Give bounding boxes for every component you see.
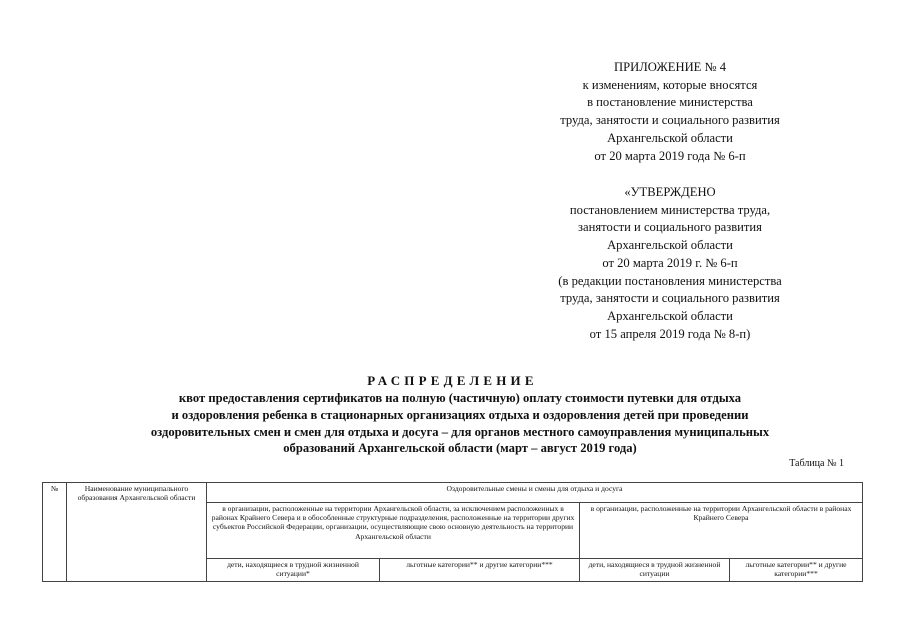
approval-line: занятости и социального развития <box>578 220 762 235</box>
annex-line: в постановление министерства <box>587 95 753 110</box>
document-title: РАСПРЕДЕЛЕНИЕ <box>367 373 538 388</box>
annex-line: от 20 марта 2019 года № 6-п <box>594 148 746 163</box>
approval-line: труда, занятости и социального развития <box>560 291 780 306</box>
header-recreation-shifts: Оздоровительные смены и смены для отдыха и досуга <box>207 483 863 503</box>
annex-line: ПРИЛОЖЕНИЕ № 4 <box>614 60 726 74</box>
approval-line: (в редакции постановления министерства <box>558 273 782 288</box>
header-number: № <box>43 483 67 582</box>
approval-line: «УТВЕРЖДЕНО <box>624 185 716 199</box>
approval-line: Архангельской области <box>607 308 733 323</box>
approval-line: Архангельской области <box>607 238 733 253</box>
quota-table <box>42 482 863 582</box>
approval-line: от 20 марта 2019 г. № 6-п <box>602 255 738 270</box>
approval-block <box>520 184 820 343</box>
subtitle-line: образований Архангельской области (март – август 2019 года) <box>283 441 637 456</box>
subtitle-line: оздоровительных смен и смен для отдыха и досуга – для органов местного самоуправления муниципальных <box>150 424 770 439</box>
header-children-difficult-situation-a: дети, находящиеся в трудной жизненной ситуации* <box>207 559 380 582</box>
annex-line: Архангельской области <box>607 130 733 145</box>
header-organizations-region: в организации, расположенные на территории Архангельской области, за исключением расположенных в районах Крайнего Севера и в обособленные структурные подразделения, расположенные на территории других субъектов Российской Федерации, организации, осуществляющие свою основную деятельность на территории Архангельской области <box>207 503 580 559</box>
subtitle-line: квот предоставления сертификатов на полную (частичную) оплату стоимости путевки для отдыха <box>178 391 742 405</box>
table-number-label: Таблица № 1 <box>789 458 844 469</box>
annex-line: труда, занятости и социального развития <box>560 113 780 128</box>
approval-line: постановлением министерства труда, <box>569 202 771 217</box>
header-benefit-categories-a: льготные категории** и другие категории*** <box>380 559 580 582</box>
annex-line: к изменениям, которые вносятся <box>582 77 758 92</box>
header-children-difficult-situation-b: дети, находящиеся в трудной жизненной ситуации <box>580 559 730 582</box>
subtitle-line: и оздоровления ребенка в стационарных организациях отдыха и оздоровления детей при проведении <box>171 407 749 422</box>
header-organizations-far-north: в организации, расположенные на территории Архангельской области в районах Крайнего Севера <box>580 503 863 559</box>
annex-block <box>520 59 820 165</box>
document-subtitle <box>60 390 860 457</box>
header-benefit-categories-b: льготные категории** и другие категории*** <box>730 559 863 582</box>
approval-line: от 15 апреля 2019 года № 8-п) <box>589 326 751 341</box>
header-municipality: Наименование муниципального образования Архангельской области <box>67 483 207 582</box>
